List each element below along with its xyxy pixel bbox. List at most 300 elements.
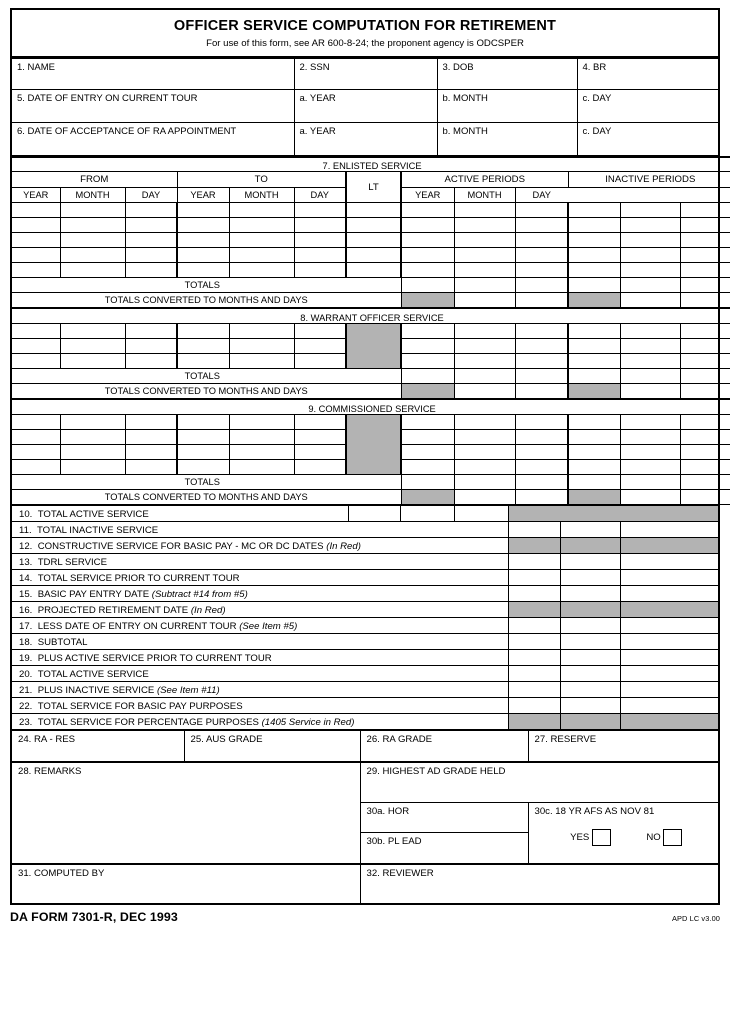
cell-total[interactable] bbox=[568, 369, 620, 384]
cell-service-entry[interactable] bbox=[177, 233, 229, 248]
cell-service-entry[interactable] bbox=[12, 445, 60, 460]
cell-item-value[interactable] bbox=[508, 666, 560, 682]
cell-total[interactable] bbox=[515, 369, 568, 384]
cell-service-entry[interactable] bbox=[401, 354, 454, 369]
cell-service-entry[interactable] bbox=[12, 324, 60, 339]
cell-item-value[interactable] bbox=[560, 586, 620, 602]
form-footer bbox=[10, 910, 720, 924]
cell-total[interactable] bbox=[620, 369, 680, 384]
item-label-13 bbox=[12, 554, 508, 570]
cell-service-entry[interactable] bbox=[680, 263, 730, 278]
cell-item-value[interactable] bbox=[508, 554, 560, 570]
cell-service-entry[interactable] bbox=[229, 218, 294, 233]
cell-service-entry[interactable] bbox=[229, 233, 294, 248]
cell-item-value[interactable] bbox=[560, 554, 620, 570]
cell-service-entry[interactable] bbox=[515, 218, 568, 233]
cell-item-value[interactable] bbox=[620, 634, 718, 650]
field-highest-ad-grade[interactable]: 29. HIGHEST AD GRADE HELD bbox=[360, 763, 718, 803]
cell-service-entry[interactable] bbox=[12, 233, 60, 248]
cell-service-entry[interactable] bbox=[454, 354, 515, 369]
cell-total[interactable] bbox=[401, 475, 454, 490]
cell-service-entry[interactable] bbox=[229, 354, 294, 369]
col-day-8: DAY bbox=[515, 188, 568, 203]
cell-service-entry[interactable] bbox=[60, 248, 125, 263]
col-month-1: MONTH bbox=[60, 188, 125, 203]
cell-lt[interactable] bbox=[346, 203, 401, 218]
item-number: 23. bbox=[19, 717, 33, 729]
cell-service-entry[interactable] bbox=[680, 203, 730, 218]
cell-service-entry[interactable] bbox=[568, 445, 620, 460]
cell-item-value[interactable] bbox=[508, 570, 560, 586]
cell-service-entry[interactable] bbox=[515, 324, 568, 339]
cell-service-entry[interactable] bbox=[60, 233, 125, 248]
cell-service-entry[interactable] bbox=[454, 415, 515, 430]
cell-item-value[interactable] bbox=[508, 618, 560, 634]
cell-service-entry[interactable] bbox=[568, 218, 620, 233]
cell-service-entry[interactable] bbox=[515, 233, 568, 248]
cell-service-entry[interactable] bbox=[515, 263, 568, 278]
cell-service-entry[interactable] bbox=[125, 218, 177, 233]
cell-service-entry[interactable] bbox=[680, 218, 730, 233]
yes-checkbox[interactable] bbox=[592, 829, 611, 846]
cell-service-entry[interactable] bbox=[680, 324, 730, 339]
cell-service-entry[interactable] bbox=[680, 339, 730, 354]
section-banner: 7. ENLISTED SERVICE bbox=[12, 157, 730, 172]
cell-service-entry[interactable] bbox=[620, 218, 680, 233]
cell-service-entry[interactable] bbox=[125, 248, 177, 263]
cell-item-value[interactable] bbox=[620, 586, 718, 602]
cell-item-value[interactable] bbox=[560, 522, 620, 538]
totals-row bbox=[12, 475, 730, 490]
cell-service-entry[interactable] bbox=[620, 248, 680, 263]
cell-service-entry[interactable] bbox=[515, 203, 568, 218]
cell-service-entry[interactable] bbox=[60, 263, 125, 278]
cell-service-entry[interactable] bbox=[125, 354, 177, 369]
cell-item-value[interactable] bbox=[620, 698, 718, 714]
cell-service-entry[interactable] bbox=[177, 445, 229, 460]
cell-service-entry[interactable] bbox=[177, 339, 229, 354]
cell-service-entry[interactable] bbox=[60, 218, 125, 233]
field-entry-tour-month[interactable]: b. MONTH bbox=[437, 89, 577, 122]
cell-service-entry[interactable] bbox=[229, 324, 294, 339]
field-br[interactable]: 4. BR bbox=[577, 58, 718, 89]
item-text: TOTAL ACTIVE SERVICE bbox=[37, 509, 149, 521]
cell-service-entry[interactable] bbox=[229, 248, 294, 263]
identity-row-ra-appointment bbox=[12, 122, 718, 155]
cell-service-entry[interactable] bbox=[12, 263, 60, 278]
cell-service-entry[interactable] bbox=[680, 415, 730, 430]
field-ra-year[interactable]: a. YEAR bbox=[294, 122, 437, 155]
cell-service-entry[interactable] bbox=[620, 324, 680, 339]
cell-total[interactable] bbox=[680, 278, 730, 293]
item-number: 22. bbox=[19, 701, 33, 713]
cell-service-entry[interactable] bbox=[454, 445, 515, 460]
field-ra-month[interactable]: b. MONTH bbox=[437, 122, 577, 155]
cell-total[interactable] bbox=[680, 369, 730, 384]
cell-service-entry[interactable] bbox=[60, 415, 125, 430]
cell-lt[interactable] bbox=[346, 218, 401, 233]
cell-service-entry[interactable] bbox=[515, 445, 568, 460]
cell-item-value[interactable] bbox=[560, 666, 620, 682]
item-label-19 bbox=[12, 650, 508, 666]
cell-converted-disabled bbox=[401, 293, 454, 308]
cell-item-value[interactable] bbox=[560, 682, 620, 698]
cell-total[interactable] bbox=[620, 278, 680, 293]
item-text: TOTAL SERVICE FOR PERCENTAGE PURPOSES bbox=[37, 717, 259, 729]
cell-service-entry[interactable] bbox=[680, 354, 730, 369]
cell-total[interactable] bbox=[515, 278, 568, 293]
col-year-6: YEAR bbox=[401, 188, 454, 203]
cell-service-entry[interactable] bbox=[177, 248, 229, 263]
no-checkbox[interactable] bbox=[663, 829, 682, 846]
cell-service-entry[interactable] bbox=[620, 445, 680, 460]
cell-item-active[interactable] bbox=[348, 506, 400, 522]
cell-service-entry[interactable] bbox=[568, 460, 620, 475]
cell-service-entry[interactable] bbox=[515, 460, 568, 475]
item-note: (1405 Service in Red) bbox=[261, 717, 355, 729]
cell-total[interactable] bbox=[401, 278, 454, 293]
cell-service-entry[interactable] bbox=[454, 218, 515, 233]
totals-converted-row bbox=[12, 384, 730, 399]
cell-converted[interactable] bbox=[620, 293, 680, 308]
cell-service-entry[interactable] bbox=[229, 263, 294, 278]
item-text: TOTAL SERVICE PRIOR TO CURRENT TOUR bbox=[37, 573, 240, 585]
field-date-entry-current-tour[interactable]: 5. DATE OF ENTRY ON CURRENT TOUR bbox=[12, 89, 294, 122]
cell-service-entry[interactable] bbox=[294, 324, 346, 339]
item-label-10 bbox=[12, 506, 348, 522]
field-remarks[interactable]: 28. REMARKS bbox=[12, 763, 360, 864]
cell-service-entry[interactable] bbox=[620, 415, 680, 430]
cell-item-disabled bbox=[620, 602, 718, 618]
item-row bbox=[12, 602, 718, 618]
cell-service-entry[interactable] bbox=[125, 415, 177, 430]
cell-service-entry[interactable] bbox=[568, 248, 620, 263]
cell-item-value[interactable] bbox=[508, 698, 560, 714]
cell-service-entry[interactable] bbox=[229, 460, 294, 475]
cell-converted[interactable] bbox=[515, 384, 568, 399]
cell-service-entry[interactable] bbox=[12, 430, 60, 445]
cell-service-entry[interactable] bbox=[125, 445, 177, 460]
item-row bbox=[12, 650, 718, 666]
field-reserve[interactable]: 27. RESERVE bbox=[528, 731, 718, 762]
cell-service-entry[interactable] bbox=[60, 203, 125, 218]
item-note: (In Red) bbox=[190, 605, 226, 617]
cell-service-entry[interactable] bbox=[568, 324, 620, 339]
item-number: 21. bbox=[19, 685, 33, 697]
cell-service-entry[interactable] bbox=[401, 248, 454, 263]
cell-service-entry[interactable] bbox=[229, 415, 294, 430]
item-row bbox=[12, 682, 718, 698]
cell-item-value[interactable] bbox=[620, 650, 718, 666]
cell-service-entry[interactable] bbox=[568, 354, 620, 369]
cell-service-entry[interactable] bbox=[568, 430, 620, 445]
cell-service-entry[interactable] bbox=[294, 248, 346, 263]
cell-service-entry[interactable] bbox=[177, 218, 229, 233]
cell-service-entry[interactable] bbox=[12, 218, 60, 233]
item-number: 10. bbox=[19, 509, 33, 521]
item-text: PLUS ACTIVE SERVICE PRIOR TO CURRENT TOUR bbox=[37, 653, 272, 665]
cell-service-entry[interactable] bbox=[401, 460, 454, 475]
cell-service-entry[interactable] bbox=[515, 248, 568, 263]
service-data-row bbox=[12, 248, 730, 263]
cell-service-entry[interactable] bbox=[680, 248, 730, 263]
cell-item-value[interactable] bbox=[620, 554, 718, 570]
cell-service-entry[interactable] bbox=[568, 233, 620, 248]
cell-total[interactable] bbox=[454, 278, 515, 293]
cell-service-entry[interactable] bbox=[125, 460, 177, 475]
cell-total[interactable] bbox=[515, 475, 568, 490]
cell-service-entry[interactable] bbox=[12, 339, 60, 354]
cell-service-entry[interactable] bbox=[177, 430, 229, 445]
cell-converted[interactable] bbox=[454, 384, 515, 399]
cell-service-entry[interactable] bbox=[177, 203, 229, 218]
field-computed-by[interactable]: 31. COMPUTED BY bbox=[12, 865, 360, 903]
field-pl-ead[interactable]: 30b. PL EAD bbox=[360, 833, 528, 864]
cell-total[interactable] bbox=[680, 475, 730, 490]
cell-item-value[interactable] bbox=[508, 682, 560, 698]
cell-service-entry[interactable] bbox=[515, 415, 568, 430]
cell-service-entry[interactable] bbox=[229, 339, 294, 354]
cell-service-entry[interactable] bbox=[60, 339, 125, 354]
cell-service-entry[interactable] bbox=[401, 339, 454, 354]
cell-lt[interactable] bbox=[346, 248, 401, 263]
cell-service-entry[interactable] bbox=[454, 460, 515, 475]
cell-service-entry[interactable] bbox=[620, 460, 680, 475]
cell-service-entry[interactable] bbox=[60, 324, 125, 339]
cell-service-entry[interactable] bbox=[401, 233, 454, 248]
field-hor[interactable]: 30a. HOR bbox=[360, 803, 528, 833]
service-data-row bbox=[12, 218, 730, 233]
cell-service-entry[interactable] bbox=[60, 445, 125, 460]
cell-service-entry[interactable] bbox=[620, 263, 680, 278]
identity-row-1 bbox=[12, 58, 718, 89]
cell-item-value[interactable] bbox=[620, 666, 718, 682]
cell-service-entry[interactable] bbox=[177, 415, 229, 430]
cell-item-value[interactable] bbox=[560, 650, 620, 666]
cell-service-entry[interactable] bbox=[454, 203, 515, 218]
cell-service-entry[interactable] bbox=[401, 430, 454, 445]
item-number: 16. bbox=[19, 605, 33, 617]
cell-service-entry[interactable] bbox=[680, 460, 730, 475]
cell-service-entry[interactable] bbox=[568, 339, 620, 354]
cell-service-entry[interactable] bbox=[125, 430, 177, 445]
cell-item-active[interactable] bbox=[400, 506, 454, 522]
cell-converted[interactable] bbox=[680, 384, 730, 399]
form-title: OFFICER SERVICE COMPUTATION FOR RETIREMENT bbox=[173, 18, 557, 34]
item-note: (In Red) bbox=[326, 541, 361, 553]
cell-service-entry[interactable] bbox=[680, 233, 730, 248]
cell-service-entry[interactable] bbox=[12, 248, 60, 263]
cell-service-entry[interactable] bbox=[12, 460, 60, 475]
cell-service-entry[interactable] bbox=[401, 203, 454, 218]
cell-service-entry[interactable] bbox=[60, 354, 125, 369]
identity-row-entry-tour bbox=[12, 89, 718, 122]
cell-service-entry[interactable] bbox=[12, 354, 60, 369]
title-block bbox=[12, 10, 718, 58]
cell-item-value[interactable] bbox=[620, 618, 718, 634]
cell-item-value[interactable] bbox=[508, 586, 560, 602]
cell-item-disabled bbox=[620, 714, 718, 730]
field-ssn[interactable]: 2. SSN bbox=[294, 58, 437, 89]
cell-item-value[interactable] bbox=[508, 634, 560, 650]
totals-converted-row bbox=[12, 490, 730, 505]
totals-label: TOTALS bbox=[12, 278, 401, 293]
cell-total[interactable] bbox=[454, 369, 515, 384]
cell-service-entry[interactable] bbox=[454, 233, 515, 248]
cell-service-entry[interactable] bbox=[454, 430, 515, 445]
active_group: ACTIVE PERIODS bbox=[401, 172, 568, 188]
remarks-block bbox=[12, 762, 718, 864]
cell-converted[interactable] bbox=[620, 490, 680, 505]
cell-total[interactable] bbox=[401, 369, 454, 384]
item-text: TOTAL ACTIVE SERVICE bbox=[37, 669, 149, 681]
cell-service-entry[interactable] bbox=[294, 354, 346, 369]
totals-converted-label: TOTALS CONVERTED TO MONTHS AND DAYS bbox=[12, 293, 401, 308]
cell-service-entry[interactable] bbox=[229, 430, 294, 445]
cell-converted[interactable] bbox=[515, 293, 568, 308]
cell-item-value[interactable] bbox=[560, 634, 620, 650]
cell-service-entry[interactable] bbox=[12, 203, 60, 218]
cell-service-entry[interactable] bbox=[294, 430, 346, 445]
field-reviewer[interactable]: 32. REVIEWER bbox=[360, 865, 718, 903]
cell-item-value[interactable] bbox=[560, 618, 620, 634]
cell-service-entry[interactable] bbox=[401, 218, 454, 233]
cell-service-entry[interactable] bbox=[177, 324, 229, 339]
cell-service-entry[interactable] bbox=[125, 233, 177, 248]
cell-service-entry[interactable] bbox=[294, 263, 346, 278]
cell-service-entry[interactable] bbox=[401, 324, 454, 339]
cell-converted[interactable] bbox=[515, 490, 568, 505]
item-row bbox=[12, 554, 718, 570]
cell-service-entry[interactable] bbox=[568, 263, 620, 278]
cell-total[interactable] bbox=[568, 475, 620, 490]
cell-service-entry[interactable] bbox=[454, 248, 515, 263]
item-label-22 bbox=[12, 698, 508, 714]
service-data-row bbox=[12, 203, 730, 218]
cell-item-disabled bbox=[620, 538, 718, 554]
cell-service-entry[interactable] bbox=[125, 203, 177, 218]
cell-converted[interactable] bbox=[454, 293, 515, 308]
cell-service-entry[interactable] bbox=[294, 460, 346, 475]
field-dob[interactable]: 3. DOB bbox=[437, 58, 577, 89]
cell-service-entry[interactable] bbox=[620, 339, 680, 354]
cell-item-value[interactable] bbox=[560, 698, 620, 714]
cell-service-entry[interactable] bbox=[401, 263, 454, 278]
cell-item-active[interactable] bbox=[454, 506, 508, 522]
cell-item-value[interactable] bbox=[560, 570, 620, 586]
cell-converted-disabled bbox=[568, 384, 620, 399]
field-ra-res[interactable]: 24. RA - RES bbox=[12, 731, 184, 762]
cell-service-entry[interactable] bbox=[401, 415, 454, 430]
cell-service-entry[interactable] bbox=[454, 324, 515, 339]
cell-service-entry[interactable] bbox=[177, 460, 229, 475]
item-label-16 bbox=[12, 602, 508, 618]
item-number: 12. bbox=[19, 541, 33, 553]
cell-item-value[interactable] bbox=[620, 522, 718, 538]
cell-service-entry[interactable] bbox=[568, 203, 620, 218]
cell-converted[interactable] bbox=[680, 293, 730, 308]
cell-item-disabled bbox=[508, 602, 560, 618]
cell-service-entry[interactable] bbox=[229, 203, 294, 218]
cell-service-entry[interactable] bbox=[125, 339, 177, 354]
field-ra-day[interactable]: c. DAY bbox=[577, 122, 718, 155]
cell-service-entry[interactable] bbox=[60, 430, 125, 445]
item-note: (See Item #11) bbox=[156, 685, 220, 697]
cell-total[interactable] bbox=[620, 475, 680, 490]
form-number: DA FORM 7301-R, DEC 1993 bbox=[10, 909, 178, 924]
cell-lt[interactable] bbox=[346, 263, 401, 278]
cell-service-entry[interactable] bbox=[229, 445, 294, 460]
cell-service-entry[interactable] bbox=[515, 354, 568, 369]
cell-service-entry[interactable] bbox=[620, 430, 680, 445]
cell-service-entry[interactable] bbox=[177, 354, 229, 369]
field-date-acceptance-ra[interactable]: 6. DATE OF ACCEPTANCE OF RA APPOINTMENT bbox=[12, 122, 294, 155]
cell-service-entry[interactable] bbox=[294, 445, 346, 460]
cell-item-value[interactable] bbox=[620, 570, 718, 586]
cell-service-entry[interactable] bbox=[401, 445, 454, 460]
totals-converted-label: TOTALS CONVERTED TO MONTHS AND DAYS bbox=[12, 490, 401, 505]
cell-service-entry[interactable] bbox=[620, 203, 680, 218]
section-banner: 9. COMMISSIONED SERVICE bbox=[12, 400, 730, 415]
cell-item-value[interactable] bbox=[620, 682, 718, 698]
field-name[interactable]: 1. NAME bbox=[12, 58, 294, 89]
cell-item-value[interactable] bbox=[508, 522, 560, 538]
identity-block bbox=[12, 58, 718, 156]
item-label-17 bbox=[12, 618, 508, 634]
cell-service-entry[interactable] bbox=[294, 339, 346, 354]
cell-service-entry[interactable] bbox=[60, 460, 125, 475]
cell-service-entry[interactable] bbox=[125, 263, 177, 278]
service-data-row bbox=[12, 263, 730, 278]
cell-service-entry[interactable] bbox=[294, 415, 346, 430]
cell-item-value[interactable] bbox=[508, 650, 560, 666]
totals-row bbox=[12, 278, 730, 293]
item-number: 17. bbox=[19, 621, 33, 633]
cell-service-entry[interactable] bbox=[515, 339, 568, 354]
cell-lt[interactable] bbox=[346, 233, 401, 248]
cell-service-entry[interactable] bbox=[294, 218, 346, 233]
item-row bbox=[12, 714, 718, 730]
cell-service-entry[interactable] bbox=[620, 354, 680, 369]
field-entry-tour-day[interactable]: c. DAY bbox=[577, 89, 718, 122]
cell-service-entry[interactable] bbox=[680, 445, 730, 460]
cell-total[interactable] bbox=[454, 475, 515, 490]
cell-converted[interactable] bbox=[680, 490, 730, 505]
item-label-11 bbox=[12, 522, 508, 538]
cell-service-entry[interactable] bbox=[125, 324, 177, 339]
cell-total[interactable] bbox=[568, 278, 620, 293]
cell-service-entry[interactable] bbox=[294, 203, 346, 218]
section-banner: 8. WARRANT OFFICER SERVICE bbox=[12, 309, 730, 324]
cell-service-entry[interactable] bbox=[515, 430, 568, 445]
cell-converted[interactable] bbox=[620, 384, 680, 399]
cell-service-entry[interactable] bbox=[177, 263, 229, 278]
field-ra-grade[interactable]: 26. RA GRADE bbox=[360, 731, 528, 762]
cell-service-entry[interactable] bbox=[568, 415, 620, 430]
cell-converted[interactable] bbox=[454, 490, 515, 505]
cell-service-entry[interactable] bbox=[454, 339, 515, 354]
cell-service-entry[interactable] bbox=[620, 233, 680, 248]
cell-service-entry[interactable] bbox=[454, 263, 515, 278]
item-number: 11. bbox=[19, 525, 32, 537]
cell-service-entry[interactable] bbox=[12, 415, 60, 430]
cell-item-disabled bbox=[560, 714, 620, 730]
cell-service-entry[interactable] bbox=[680, 430, 730, 445]
field-aus-grade[interactable]: 25. AUS GRADE bbox=[184, 731, 360, 762]
field-entry-tour-year[interactable]: a. YEAR bbox=[294, 89, 437, 122]
cell-service-entry[interactable] bbox=[294, 233, 346, 248]
service-sections bbox=[12, 156, 718, 506]
